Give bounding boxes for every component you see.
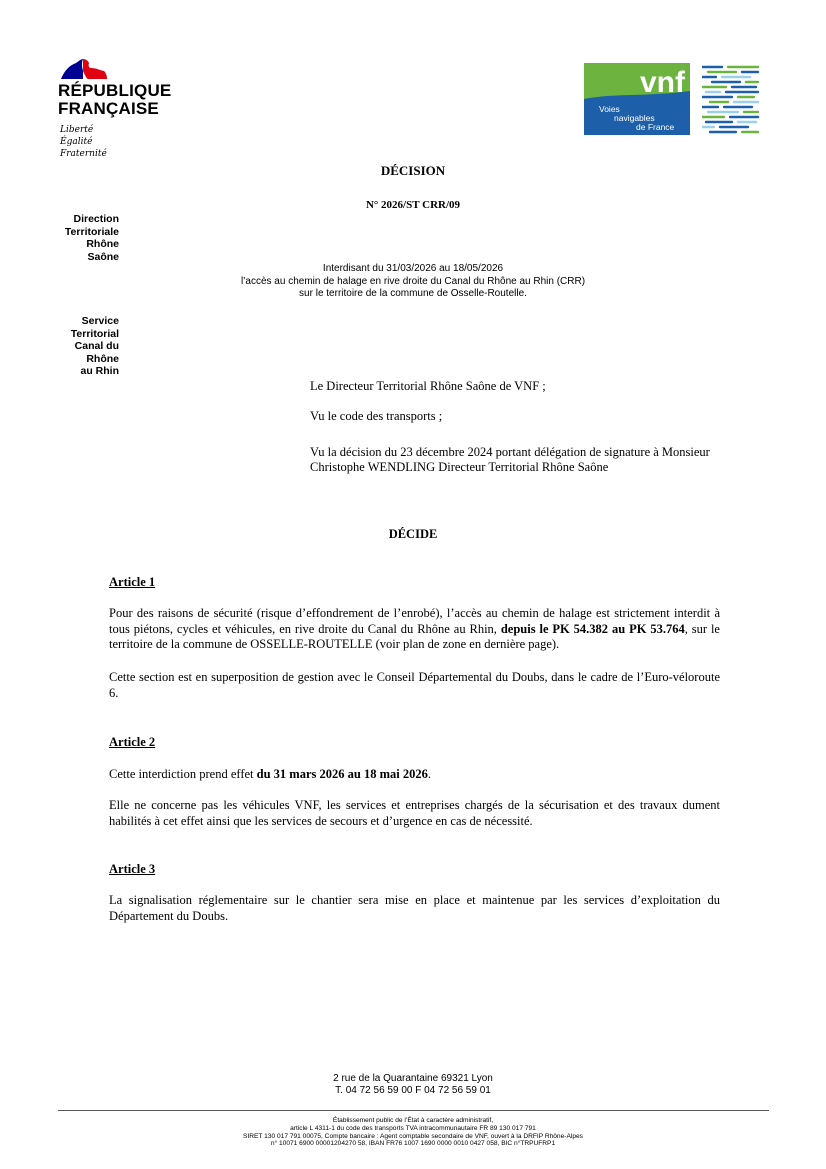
legal-line: SIRET 130 017 791 00075, Compte bancaire : Agent comptable secondaire de VNF, ouvert à la DRFIP Rhône-Alpes xyxy=(243,1132,583,1140)
vnf-tagline-1: Voies xyxy=(599,104,620,114)
bold-pk-range: depuis le PK 54.382 au PK 53.764 xyxy=(500,621,685,636)
subject-line: l’accès au chemin de halage en rive droite du Canal du Rhône au Rhin (CRR) xyxy=(240,275,586,287)
vnf-tagline-2: navigables xyxy=(614,113,655,123)
marianne-icon xyxy=(58,58,108,80)
legal-line: Établissement public de l’État à caractère administratif, xyxy=(332,1117,494,1124)
decision-subject xyxy=(0,263,826,301)
republique-francaise-logo xyxy=(58,58,188,163)
rf-title xyxy=(58,82,171,118)
text-span: Pour des raisons de sécurité (risque d’effondrement de l’enrobé), l’accès au chemin de halage est strictement interdit à tous piétons, cycles et véhicules, en rive droite du Canal du Rhône au Rhin, xyxy=(109,606,720,636)
footer-address xyxy=(0,1073,826,1097)
rf-motto xyxy=(60,124,107,160)
vnf-badge xyxy=(584,63,690,135)
article-1-title: Article 1 xyxy=(109,575,156,589)
motto-egalite: Égalité xyxy=(60,137,93,147)
address-line: 2 rue de la Quarantaine 69321 Lyon xyxy=(333,1073,493,1084)
vnf-waves-icon xyxy=(702,65,760,135)
legal-line: article L 4311-1 du code des transports TVA intracommunautaire FR 89 130 017 791 xyxy=(290,1124,536,1132)
article-3-title: Article 3 xyxy=(109,862,156,876)
visa-delegation: Vu la décision du 23 décembre 2024 portant délégation de signature à Monsieur Christophe WENDLING Directeur Territorial Rhône Saône xyxy=(310,445,710,474)
document-number: N° 2026/ST CRR/09 xyxy=(365,199,461,211)
article-1-paragraph-2: Cette section est en superposition de gestion avec le Conseil Départemental du Doubs, dans le cadre de l’Euro-véloroute 6. xyxy=(109,670,720,700)
text-span: , sur le territoire de la commune de OSSELLE-ROUTELLE (voir plan de zone en dernière page). xyxy=(109,621,720,651)
footer-legal xyxy=(0,1117,826,1148)
vnf-tagline-3: de France xyxy=(636,122,675,132)
phone-line: T. 04 72 56 59 00 F 04 72 56 59 01 xyxy=(335,1085,491,1096)
decide-heading: DÉCIDE xyxy=(388,527,438,541)
visa-code-transports: Vu le code des transports ; xyxy=(310,409,443,423)
rf-title-line2: FRANÇAISE xyxy=(58,99,159,118)
direction-label: Direction Territoriale Rhône Saône xyxy=(64,213,119,263)
document-title: DÉCISION xyxy=(380,163,446,178)
text-span: Cette interdiction prend effet xyxy=(109,767,257,781)
subject-line: Interdisant du 31/03/2026 au 18/05/2026 xyxy=(322,263,504,274)
article-2-paragraph-1 xyxy=(109,767,720,783)
visa-director: Le Directeur Territorial Rhône Saône de VNF ; xyxy=(310,379,546,393)
motto-liberte: Liberté xyxy=(60,125,94,135)
footer-divider xyxy=(58,1110,769,1111)
article-1-paragraph-1 xyxy=(109,606,720,653)
article-3-paragraph-1: La signalisation réglementaire sur le chantier sera mise en place et maintenue par les services d’exploitation du Département du Doubs. xyxy=(109,893,720,923)
article-2-title: Article 2 xyxy=(109,735,156,749)
vnf-wordmark: vnf xyxy=(640,66,685,99)
subject-line: sur le territoire de la commune de Osselle-Routelle. xyxy=(299,288,527,299)
article-2-paragraph-2: Elle ne concerne pas les véhicules VNF, les services et entreprises chargés de la sécurisation et des travaux dument habilités à cet effet ainsi que les services de secours et d’urgence en cas de nécessité. xyxy=(109,798,720,828)
legal-line: n° 10071 6900 00001204270 58, IBAN FR76 1007 1690 0000 0010 0427 058, BIC n°TRPUFRP1 xyxy=(270,1140,556,1148)
vnf-logo xyxy=(584,63,760,135)
text-span: . xyxy=(427,767,431,781)
motto-fraternite: Fraternité xyxy=(60,149,107,159)
rf-title-line1: RÉPUBLIQUE xyxy=(58,81,172,100)
bold-dates: du 31 mars 2026 au 18 mai 2026 xyxy=(256,767,428,781)
service-label: Service Territorial Canal du Rhône au Rhin xyxy=(70,315,119,377)
